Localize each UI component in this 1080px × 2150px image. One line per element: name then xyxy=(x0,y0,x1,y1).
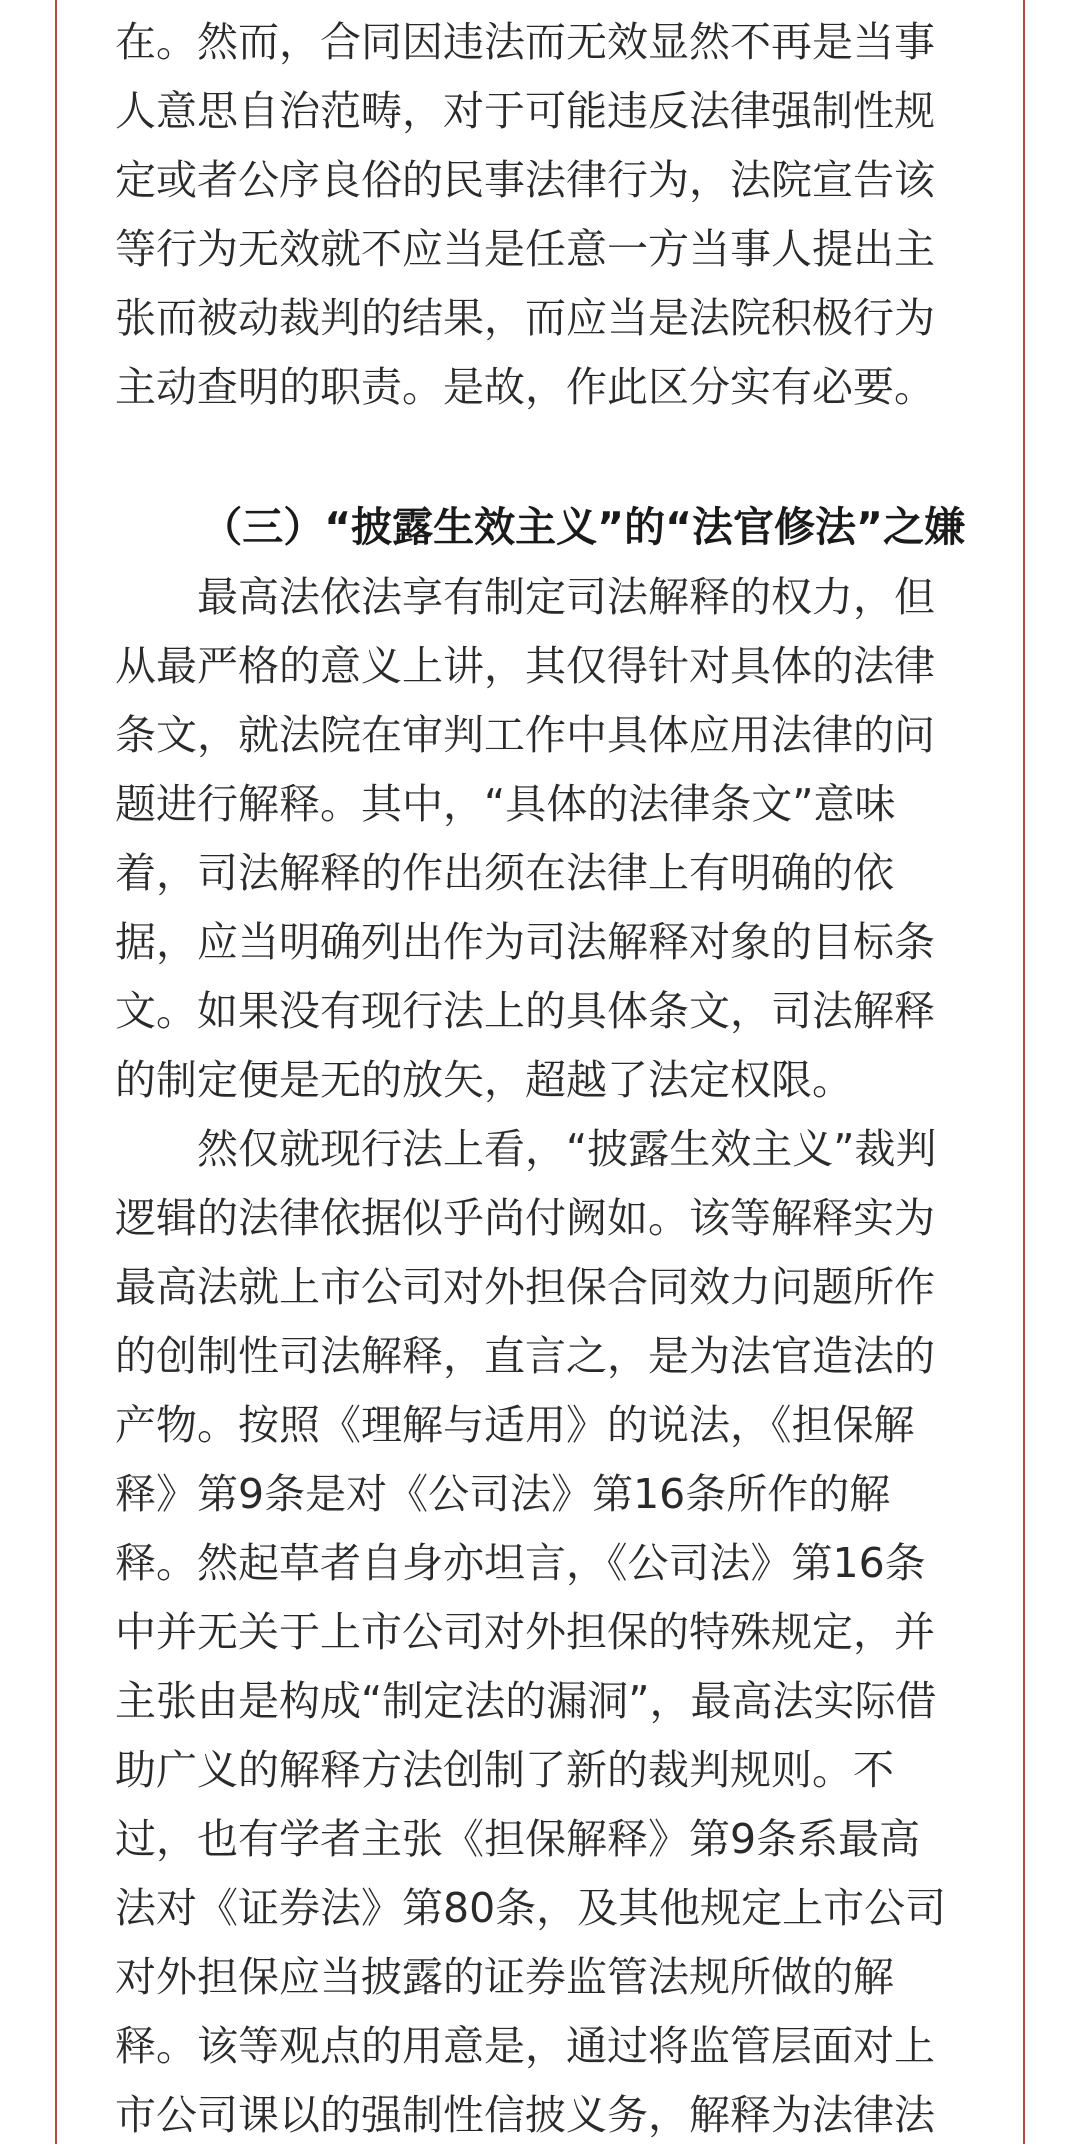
text-line: 等行为无效就不应当是任意一方当事人提出主 xyxy=(115,225,935,273)
text-line: 释。该等观点的用意是，通过将监管层面对上 xyxy=(115,2022,935,2070)
paragraph-judicial-interpretation xyxy=(115,563,965,1115)
text-line: 人意思自治范畴，对于可能违反法律强制性规 xyxy=(115,87,935,135)
text-line: 张而被动裁判的结果，而应当是法院积极行为 xyxy=(115,294,935,342)
text-line: 市公司课以的强制性信披义务，解释为法律法 xyxy=(115,2091,935,2139)
left-border-line xyxy=(55,0,57,2144)
article-body xyxy=(115,8,965,2150)
text-line: 定或者公序良俗的民事法律行为，法院宣告该 xyxy=(115,156,935,204)
text-line: 主张由是构成“制定法的漏洞”，最高法实际借 xyxy=(115,1677,937,1725)
section-heading: （三）“披露生效主义”的“法官修法”之嫌 xyxy=(201,503,965,551)
text-line: 然仅就现行法上看，“披露生效主义”裁判 xyxy=(197,1125,937,1173)
text-line: 的制定便是无的放矢，超越了法定权限。 xyxy=(115,1056,853,1104)
text-line: 最高法依法享有制定司法解释的权力，但 xyxy=(197,573,935,621)
text-line: 据，应当明确列出作为司法解释对象的目标条 xyxy=(115,918,935,966)
text-line: 题进行解释。其中，“具体的法律条文”意味 xyxy=(115,780,896,828)
text-line: 释》第9条是对《公司法》第16条所作的解 xyxy=(115,1470,891,1518)
text-line: 法对《证券法》第80条，及其他规定上市公司 xyxy=(115,1884,947,1932)
text-line: 逻辑的法律依据似乎尚付阙如。该等解释实为 xyxy=(115,1194,935,1242)
text-line: 过，也有学者主张《担保解释》第9条系最高 xyxy=(115,1815,921,1863)
text-line: 助广义的解释方法创制了新的裁判规则。不 xyxy=(115,1746,894,1794)
text-line: 从最严格的意义上讲，其仅得针对具体的法律 xyxy=(115,642,935,690)
text-line: 释。然起草者自身亦坦言，《公司法》第16条 xyxy=(115,1539,926,1587)
text-line: 最高法就上市公司对外担保合同效力问题所作 xyxy=(115,1263,935,1311)
text-line: 产物。按照《理解与适用》的说法，《担保解 xyxy=(115,1401,915,1449)
text-line: 中并无关于上市公司对外担保的特殊规定，并 xyxy=(115,1608,935,1656)
text-line: 文。如果没有现行法上的具体条文，司法解释 xyxy=(115,987,935,1035)
text-line: 在。然而，合同因违法而无效显然不再是当事 xyxy=(115,18,935,66)
paragraph-legal-basis xyxy=(115,1115,965,2150)
text-line: 的创制性司法解释，直言之，是为法官造法的 xyxy=(115,1332,935,1380)
text-line: 条文，就法院在审判工作中具体应用法律的问 xyxy=(115,711,935,759)
text-line: 着，司法解释的作出须在法律上有明确的依 xyxy=(115,849,894,897)
text-line: 对外担保应当披露的证券监管法规所做的解 xyxy=(115,1953,894,2001)
paragraph-previous xyxy=(115,8,965,422)
text-line: 主动查明的职责。是故，作此区分实有必要。 xyxy=(115,363,935,411)
right-border-line xyxy=(1023,0,1025,2144)
